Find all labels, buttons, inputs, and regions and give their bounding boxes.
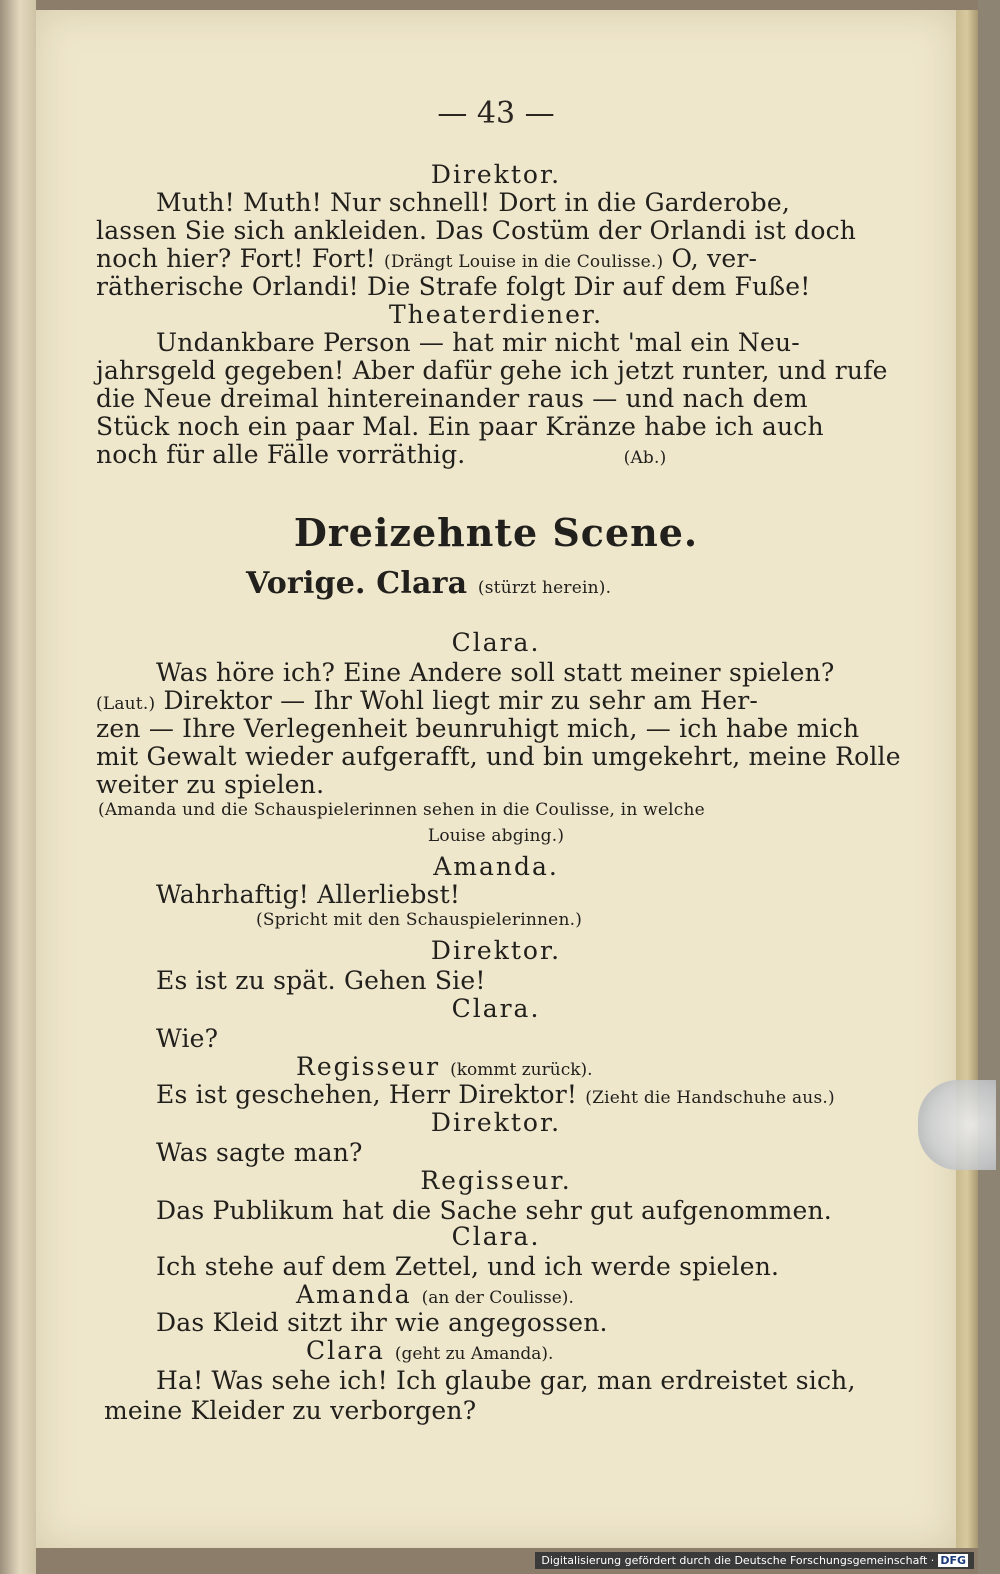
- stage-direction: (an der Coulisse).: [421, 1288, 574, 1308]
- speaker-direktor: Direktor.: [430, 160, 562, 189]
- speaker-name: Clara: [306, 1336, 385, 1365]
- scene-subheading: [246, 566, 611, 601]
- text-line: Wahrhaftig! Allerliebst!: [156, 880, 461, 909]
- speaker-name: Regisseur: [296, 1052, 441, 1081]
- text-line: Was höre ich? Eine Andere soll statt meiner spielen?: [156, 658, 835, 687]
- text-line: Was sagte man?: [156, 1138, 363, 1167]
- text-line: [156, 1080, 835, 1109]
- speaker-clara: Clara.: [451, 628, 541, 657]
- text-segment: O, ver-: [671, 244, 758, 273]
- text-line: Das Publikum hat die Sache sehr gut aufgenommen.: [156, 1196, 832, 1225]
- stage-direction: Louise abging.): [427, 826, 565, 846]
- book-spine-left: [0, 0, 36, 1574]
- text-line: [96, 440, 666, 469]
- stage-direction: (geht zu Amanda).: [394, 1344, 554, 1364]
- page-clip: [918, 1080, 996, 1170]
- text-line: meine Kleider zu verborgen?: [104, 1396, 477, 1425]
- text-line: rätherische Orlandi! Die Strafe folgt Dir auf dem Fuße!: [96, 272, 811, 301]
- text-line: Ich stehe auf dem Zettel, und ich werde spielen.: [156, 1252, 780, 1281]
- text-line: Wie?: [156, 1024, 219, 1053]
- text-line: Das Kleid sitzt ihr wie angegossen.: [156, 1308, 608, 1337]
- text-segment: noch für alle Fälle vorräthig.: [96, 440, 466, 469]
- credit-text: Digitalisierung gefördert durch die Deutsche Forschungsgemeinschaft ·: [541, 1554, 935, 1567]
- speaker-name: Amanda: [296, 1280, 412, 1309]
- characters-on-stage: Vorige. Clara: [246, 566, 468, 601]
- speaker-amanda: [296, 1280, 574, 1309]
- speaker-amanda: Amanda.: [433, 852, 559, 881]
- scene-heading: Dreizehnte Scene.: [293, 510, 699, 555]
- dfg-logo: DFG: [940, 1554, 966, 1567]
- stage-direction: (kommt zurück).: [450, 1060, 593, 1080]
- stage-direction: (Laut.): [96, 694, 156, 714]
- stage-direction: (Drängt Louise in die Coulisse.): [384, 252, 664, 272]
- text-line: [96, 244, 757, 273]
- speaker-clara: [306, 1336, 553, 1365]
- text-segment: noch hier? Fort! Fort!: [96, 244, 376, 273]
- text-line: zen — Ihre Verlegenheit beunruhigt mich, — ich habe mich: [96, 714, 860, 743]
- speaker-direktor: Direktor.: [430, 936, 562, 965]
- text-line: mit Gewalt wieder aufgerafft, und bin umgekehrt, meine Rolle: [96, 742, 901, 771]
- text-line: Undankbare Person — hat mir nicht 'mal ein Neu-: [156, 328, 800, 357]
- scan-background-right: [978, 0, 1000, 1574]
- text-segment: Es ist geschehen, Herr Direktor!: [156, 1080, 578, 1109]
- book-page: [36, 10, 956, 1548]
- stage-direction: (Zieht die Handschuhe aus.): [585, 1088, 835, 1108]
- speaker-regisseur: [296, 1052, 593, 1081]
- text-line: Stück noch ein paar Mal. Ein paar Kränze habe ich auch: [96, 412, 824, 441]
- speaker-direktor: Direktor.: [430, 1108, 562, 1137]
- stage-direction: (stürzt herein).: [477, 578, 612, 598]
- text-line: jahrsgeld gegeben! Aber dafür gehe ich jetzt runter, und rufe: [96, 356, 888, 385]
- text-line: Es ist zu spät. Gehen Sie!: [156, 966, 486, 995]
- stage-direction: (Amanda und die Schauspielerinnen sehen in die Coulisse, in welche: [98, 800, 705, 820]
- speaker-clara: Clara.: [451, 994, 541, 1023]
- text-line: Ha! Was sehe ich! Ich glaube gar, man erdreistet sich,: [156, 1366, 856, 1395]
- digitization-credit: [535, 1552, 974, 1569]
- stage-direction: (Spricht mit den Schauspielerinnen.): [256, 910, 583, 930]
- text-line: [96, 686, 758, 715]
- page-edge-right: [956, 10, 978, 1548]
- text-segment: Direktor — Ihr Wohl liegt mir zu sehr am Her-: [163, 686, 759, 715]
- page-number: — 43 —: [437, 96, 555, 131]
- text-line: weiter zu spielen.: [96, 770, 325, 799]
- text-line: lassen Sie sich ankleiden. Das Costüm der Orlandi ist doch: [96, 216, 857, 245]
- speaker-theaterdiener: Theaterdiener.: [388, 300, 604, 329]
- stage-direction: (Ab.): [623, 448, 667, 468]
- speaker-clara: Clara.: [451, 1222, 541, 1251]
- speaker-regisseur: Regisseur.: [420, 1166, 572, 1195]
- text-line: die Neue dreimal hintereinander raus — und nach dem: [96, 384, 808, 413]
- text-line: Muth! Muth! Nur schnell! Dort in die Garderobe,: [156, 188, 790, 217]
